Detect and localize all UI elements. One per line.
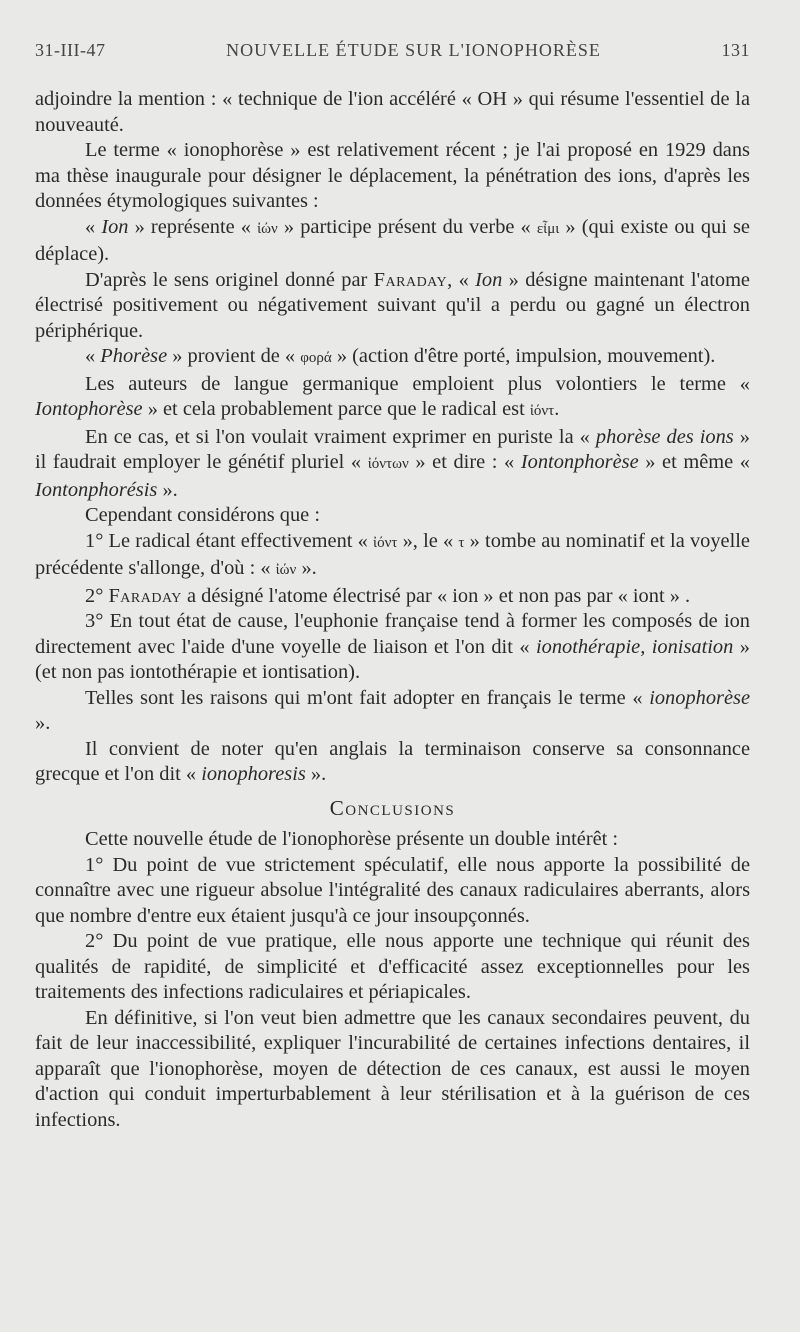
greek-word: ἰόντ — [373, 534, 398, 551]
text-run: » représente « — [128, 215, 258, 238]
paragraph — [35, 372, 750, 425]
author-name: Faraday — [373, 268, 448, 291]
greek-word: ἰόντ — [529, 403, 555, 419]
text-run: 1° Du point de vue strictement spéculatif, elle nous apporte la possibilité de connaître avec une rigueur absolue l'intégralité des canaux radiculaires aberrants, alors que nombre d'entre eux étaient jusqu'à ce jour insoupçonnés. — [35, 853, 750, 927]
text-run: Le terme « ionophorèse » est relativement récent ; je l'ai proposé en 1929 dans ma thèse inaugurale pour désigner le déplacement, la pénétration des ions, d'après les données étymologiques suivantes : — [35, 139, 750, 212]
paragraph — [35, 1006, 750, 1134]
paragraph — [35, 827, 750, 853]
italic-term: Ion — [101, 215, 129, 238]
paragraph — [35, 609, 750, 686]
paragraph — [35, 138, 750, 215]
paragraph — [35, 929, 750, 1006]
paragraph — [35, 737, 750, 788]
author-name: Faraday — [108, 584, 182, 607]
italic-term: Iontonphorèse — [520, 451, 639, 473]
text-run: , « — [447, 268, 476, 291]
body-text — [35, 87, 750, 1133]
italic-term: Iontophorèse — [35, 398, 143, 420]
paragraph — [35, 215, 750, 268]
text-run: En ce cas, et si l'on voulait vraiment exprimer en puriste la « — [85, 425, 596, 448]
text-run: Cette nouvelle étude de l'ionophorèse présente un double intérêt : — [85, 828, 619, 850]
text-run: 1° Le radical étant effectivement « — [85, 529, 374, 552]
text-run: 3° En tout état de cause, l'euphonie française tend à former les composés de ion directement avec l'aide d'une voyelle de liaison et l'on dit « — [35, 610, 750, 658]
paragraph — [35, 87, 750, 138]
text-run: » il faudrait employer le génétif pluriel « — [35, 425, 750, 473]
text-run: » (action d'être porté, impulsion, mouvement). — [331, 345, 716, 367]
paragraph — [35, 503, 750, 529]
italic-term: Phorèse — [100, 345, 168, 367]
text-run: Il convient de noter qu'en anglais la terminaison conserve sa consonnance grecque et l'on dit « — [35, 737, 750, 785]
text-run: » désigne maintenant l'atome électrisé positivement ou négativement suivant qu'il a perdu ou gagné un électron périphérique. — [35, 268, 750, 342]
text-run: » et même « — [638, 451, 751, 473]
text-run: Telles sont les raisons qui m'ont fait adopter en français le terme « — [85, 686, 650, 709]
text-run: adjoindre la mention : « technique de l'ion accéléré « OH » qui résume l'essentiel de la nouveauté. — [35, 88, 750, 136]
italic-term: Iontonphorésis — [35, 478, 158, 501]
italic-term: ionophorèse — [649, 686, 750, 709]
text-run: » provient de « — [167, 345, 301, 367]
text-run: ». — [305, 763, 327, 785]
text-run: 2° — [85, 584, 109, 607]
greek-word: ἰόντων — [367, 456, 409, 472]
text-run: » (qui existe ou qui se déplace). — [35, 215, 750, 265]
greek-word: ἰών — [257, 220, 278, 237]
italic-term: ionothérapie, ionisation — [536, 635, 734, 658]
text-run: ». — [157, 478, 178, 501]
paragraph — [35, 853, 750, 930]
text-run: » (et non pas iontothérapie et iontisation). — [35, 635, 750, 683]
paragraph — [35, 584, 750, 610]
paragraph — [35, 686, 750, 737]
text-run: En définitive, si l'on veut bien admettre que les canaux secondaires peuvent, du fait de leur inaccessibilité, expliquer l'incurabilité de certaines infections dentaires, il apparaît que l'ionophorèse, moyen de détection de ces canaux, est aussi le moyen d'action qui conduit imperturbablement à leur stérilisation et à la guérison de ces infections. — [35, 1006, 750, 1131]
text-run: » participe présent du verbe « — [277, 215, 537, 238]
text-run: Cependant considérons que : — [85, 504, 321, 526]
header-title: NOUVELLE ÉTUDE SUR L'IONOPHORÈSE — [226, 40, 601, 60]
text-run: ». — [35, 712, 51, 734]
text-run: » et cela probablement parce que le radical est — [142, 398, 530, 420]
italic-term: Ion — [475, 268, 503, 291]
italic-term: ionophoresis — [201, 763, 306, 785]
paragraph — [35, 268, 750, 345]
text-run: D'après le sens originel donné par — [85, 268, 374, 291]
paragraph — [35, 529, 750, 584]
text-run: » et dire : « — [408, 451, 521, 473]
greek-word: ἰών — [275, 562, 297, 578]
text-run: 2° Du point de vue pratique, elle nous apporte une technique qui réunit des qualités de rapidité, de simplicité et d'efficacité assez exceptionnelles pour les traitements des infections radiculaires et périapicales. — [35, 930, 750, 1003]
text-run: « — [85, 345, 101, 367]
greek-word: εἶμι — [536, 220, 560, 237]
header-date: 31-III-47 — [35, 40, 106, 60]
text-run: « — [85, 215, 102, 238]
text-run: ». — [296, 557, 317, 579]
paragraph — [35, 425, 750, 504]
greek-word: τ — [458, 534, 465, 551]
body-part-2 — [35, 827, 750, 1133]
italic-term: phorèse des ions — [595, 425, 734, 448]
text-run: Les auteurs de langue germanique emploient plus volontiers le terme « — [85, 372, 750, 395]
text-run: a désigné l'atome électrisé par « ion » et non pas par « iont » . — [181, 584, 691, 607]
running-header — [35, 40, 750, 61]
text-run: » tombe au nominatif et la voyelle précédente s'allonge, d'où : « — [35, 529, 750, 579]
greek-word: φορά — [300, 350, 332, 366]
paragraph — [35, 344, 750, 372]
text-run: . — [554, 398, 560, 420]
text-run: », le « — [397, 529, 459, 552]
section-title: Conclusions — [329, 795, 456, 820]
body-part-1 — [35, 87, 750, 788]
page-number: 131 — [721, 40, 750, 60]
